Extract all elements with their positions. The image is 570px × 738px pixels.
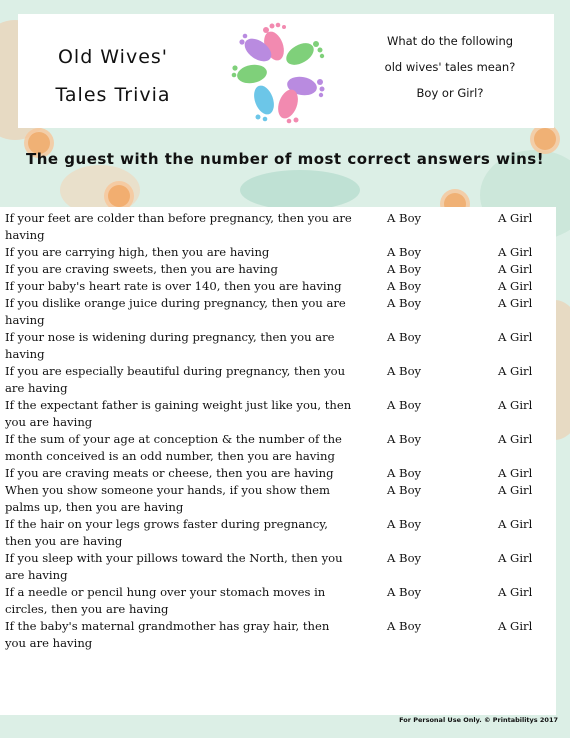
answer-boy: A Boy [387, 262, 422, 276]
trivia-row [5, 397, 555, 431]
answer-girl: A Girl [498, 517, 533, 531]
answer-girl: A Girl [498, 483, 533, 497]
trivia-row [5, 210, 555, 244]
answer-girl: A Girl [498, 211, 533, 225]
trivia-row [5, 465, 555, 482]
title-line-1: Old Wives' [57, 46, 169, 68]
question-text: If you are carrying high, then you are having [5, 245, 270, 259]
question-text: If the hair on your legs grows faster during pregnancy, then you are having [5, 517, 328, 548]
answer-boy: A Boy [387, 466, 422, 480]
question-text: If you dislike orange juice during pregnancy, then you are having [5, 296, 346, 327]
question-text: If your baby's heart rate is over 140, then you are having [5, 279, 342, 293]
page-title [18, 38, 208, 114]
answer-boy: A Boy [387, 432, 422, 446]
trivia-row [5, 584, 555, 618]
question-text: If the expectant father is gaining weight just like you, then you are having [5, 398, 352, 429]
answer-girl: A Girl [498, 619, 533, 633]
answer-boy: A Boy [387, 211, 422, 225]
trivia-row [5, 295, 555, 329]
trivia-row [5, 618, 555, 652]
answer-girl: A Girl [498, 398, 533, 412]
question-text: If you are craving meats or cheese, then you are having [5, 466, 334, 480]
answer-girl: A Girl [498, 330, 533, 344]
instructions-banner: The guest with the number of most correct answers wins! [25, 150, 545, 168]
trivia-row [5, 516, 555, 550]
answer-boy: A Boy [387, 296, 422, 310]
trivia-row [5, 363, 555, 397]
answer-girl: A Girl [498, 585, 533, 599]
title-line-2: Tales Trivia [55, 84, 171, 106]
question-text: If your feet are colder than before pregnancy, then you are having [5, 211, 352, 242]
question-text: If you sleep with your pillows toward the North, then you are having [5, 551, 343, 582]
answer-girl: A Girl [498, 551, 533, 565]
answer-girl: A Girl [498, 364, 533, 378]
trivia-row [5, 261, 555, 278]
trivia-list [5, 210, 555, 652]
answer-girl: A Girl [498, 432, 533, 446]
answer-boy: A Boy [387, 619, 422, 633]
answer-boy: A Boy [387, 551, 422, 565]
trivia-row [5, 278, 555, 295]
answer-girl: A Girl [498, 245, 533, 259]
question-line-1: What do the following [386, 34, 514, 48]
answer-girl: A Girl [498, 296, 533, 310]
question-text: If a needle or pencil hung over your stomach moves in circles, then you are having [5, 585, 326, 616]
trivia-row [5, 431, 555, 465]
trivia-row [5, 329, 555, 363]
trivia-row [5, 482, 555, 516]
answer-boy: A Boy [387, 483, 422, 497]
question-text: If you are especially beautiful during pregnancy, then you are having [5, 364, 346, 395]
answer-boy: A Boy [387, 364, 422, 378]
question-text: When you show someone your hands, if you show them palms up, then you are having [5, 483, 331, 514]
question-text: If the sum of your age at conception & the number of the month conceived is an odd number, then you are having [5, 432, 342, 463]
question-line-3: Boy or Girl? [416, 86, 484, 100]
answer-boy: A Boy [387, 585, 422, 599]
question-text: If you are craving sweets, then you are having [5, 262, 278, 276]
question-prompt [352, 28, 548, 106]
answer-boy: A Boy [387, 279, 422, 293]
answer-boy: A Boy [387, 517, 422, 531]
question-text: If your nose is widening during pregnancy, then you are having [5, 330, 335, 361]
copyright-footer: For Personal Use Only. © Printabilitys 2017 [399, 716, 558, 724]
trivia-row [5, 550, 555, 584]
question-line-2: old wives' tales mean? [384, 60, 516, 74]
baby-feet-icon [230, 20, 334, 124]
header-panel [18, 14, 554, 128]
answer-boy: A Boy [387, 245, 422, 259]
answer-girl: A Girl [498, 466, 533, 480]
question-text: If the baby's maternal grandmother has gray hair, then you are having [5, 619, 330, 650]
answer-girl: A Girl [498, 262, 533, 276]
answer-boy: A Boy [387, 398, 422, 412]
answer-girl: A Girl [498, 279, 533, 293]
answer-boy: A Boy [387, 330, 422, 344]
trivia-row [5, 244, 555, 261]
